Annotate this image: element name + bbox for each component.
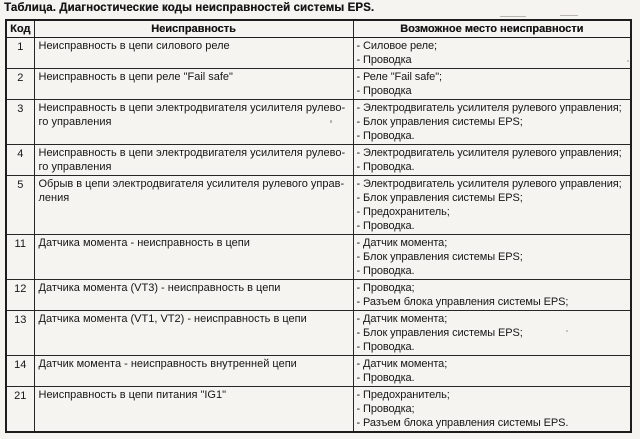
table-row	[6, 356, 631, 387]
text-line: - Датчик момента;	[356, 358, 448, 370]
text-line: - Реле "Fail safe";	[356, 71, 442, 83]
fault-code-cell: 2	[6, 69, 34, 100]
text-line: - Блок управления системы EPS;	[356, 192, 523, 204]
table-row	[6, 387, 631, 433]
text-line: Неисправность в цепи силового реле	[38, 40, 230, 52]
text-line: - Проводка	[356, 85, 412, 97]
scan-artifact	[500, 16, 526, 17]
text-line: Неисправность в цепи реле "Fail safe"	[38, 71, 233, 83]
text-line: - Предохранитель;	[356, 206, 450, 218]
text-line: - Проводка.	[356, 130, 415, 142]
text-line: - Разъем блока управления системы EPS.	[356, 417, 569, 429]
fault-location-cell	[353, 356, 631, 387]
fault-code-cell: 14	[6, 356, 34, 387]
text-line: Датчика момента (VT3) - неисправность в цепи	[38, 282, 281, 294]
text-line: го управления	[38, 161, 112, 173]
fault-location-cell	[353, 280, 631, 311]
text-line: - Силовое реле;	[356, 40, 437, 52]
fault-code-cell: 12	[6, 280, 34, 311]
text-line: - Электродвигатель усилителя рулевого управления;	[356, 178, 622, 190]
table-row	[6, 145, 631, 176]
table-row	[6, 100, 631, 145]
text-line: - Проводка.	[356, 220, 415, 232]
fault-description-cell	[34, 387, 353, 433]
fault-description-cell	[34, 176, 353, 235]
text-line: - Проводка.	[356, 372, 415, 384]
fault-code-cell: 5	[6, 176, 34, 235]
text-line: Неисправность в цепи питания "IG1"	[38, 389, 227, 401]
text-line: Неисправность в цепи электродвигателя усилителя рулево-	[38, 102, 346, 114]
diagnostic-codes-table	[5, 19, 632, 433]
fault-description-cell	[34, 69, 353, 100]
column-header-location: Возможное место неисправности	[353, 20, 631, 38]
table-header-row	[6, 20, 631, 38]
fault-code-cell: 3	[6, 100, 34, 145]
text-line: - Разъем блока управления системы EPS;	[356, 296, 569, 308]
fault-description-cell	[34, 100, 353, 145]
text-line: - Проводка;	[356, 282, 415, 294]
text-line: Датчик момента - неисправность внутренней цепи	[38, 358, 297, 370]
text-line: - Блок управления системы EPS;	[356, 327, 523, 339]
text-line: ления	[38, 192, 70, 204]
column-header-fault: Неисправность	[34, 20, 353, 38]
text-line: - Проводка.	[356, 161, 415, 173]
fault-location-cell	[353, 176, 631, 235]
text-line: - Проводка;	[356, 403, 415, 415]
fault-description-cell	[34, 38, 353, 69]
fault-code-cell: 1	[6, 38, 34, 69]
scan-artifact	[560, 15, 578, 16]
fault-code-cell: 13	[6, 311, 34, 356]
text-line: - Блок управления системы EPS;	[356, 251, 523, 263]
fault-code-cell: 21	[6, 387, 34, 433]
fault-code-cell: 11	[6, 235, 34, 280]
fault-location-cell	[353, 387, 631, 433]
text-line: - Датчик момента;	[356, 313, 448, 325]
fault-description-cell	[34, 356, 353, 387]
fault-location-cell	[353, 38, 631, 69]
fault-location-cell	[353, 100, 631, 145]
table-row	[6, 280, 631, 311]
text-line: - Проводка	[356, 54, 412, 66]
text-line: го управления	[38, 116, 112, 128]
text-line: Датчика момента (VT1, VT2) - неисправность в цепи	[38, 313, 307, 325]
fault-location-cell	[353, 311, 631, 356]
fault-description-cell	[34, 311, 353, 356]
text-line: - Блок управления системы EPS;	[356, 116, 523, 128]
table-row	[6, 38, 631, 69]
table-body	[6, 38, 631, 433]
fault-description-cell	[34, 280, 353, 311]
text-line: Обрыв в цепи электродвигателя усилителя рулевого управ-	[38, 178, 345, 190]
fault-code-cell: 4	[6, 145, 34, 176]
table-title: Таблица. Диагностические коды неисправностей системы EPS.	[4, 2, 375, 14]
text-line: - Предохранитель;	[356, 389, 450, 401]
fault-description-cell	[34, 145, 353, 176]
text-line: Датчика момента - неисправность в цепи	[38, 237, 250, 249]
text-line: - Проводка.	[356, 341, 415, 353]
fault-description-cell	[34, 235, 353, 280]
column-header-code: Код	[6, 20, 34, 38]
table-row	[6, 69, 631, 100]
table-row	[6, 311, 631, 356]
text-line: - Проводка.	[356, 265, 415, 277]
fault-location-cell	[353, 235, 631, 280]
text-line: - Электродвигатель усилителя рулевого управления;	[356, 102, 622, 114]
fault-location-cell	[353, 145, 631, 176]
table-row	[6, 176, 631, 235]
text-line: Неисправность в цепи электродвигателя усилителя рулево-	[38, 147, 346, 159]
table-row	[6, 235, 631, 280]
text-line: - Датчик момента;	[356, 237, 448, 249]
text-line: - Электродвигатель усилителя рулевого управления;	[356, 147, 622, 159]
fault-location-cell	[353, 69, 631, 100]
